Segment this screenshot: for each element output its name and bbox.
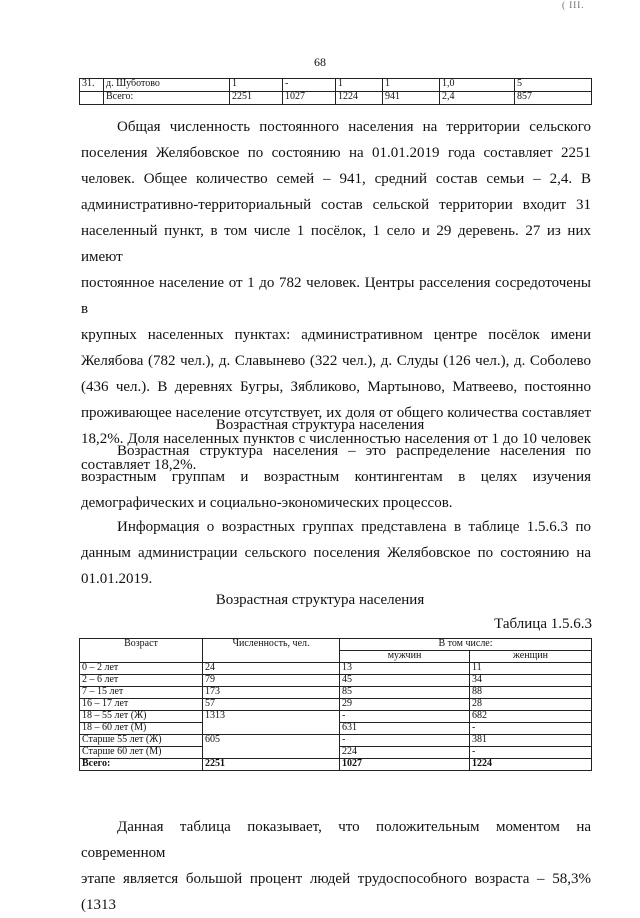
text-line: составляет 18,2%. — [81, 457, 197, 473]
table-reference-paragraph — [81, 514, 591, 592]
women-cell: - — [470, 723, 592, 735]
age-structure-definition — [81, 438, 591, 516]
conclusion-paragraph — [81, 814, 591, 918]
age-cell: 18 – 60 лет (М) — [80, 723, 203, 735]
age-cell: 0 – 2 лет — [80, 663, 203, 675]
table-cell: 1 — [230, 79, 283, 92]
text-line: поселения Желябовское по состоянию на 01.01.2019 года составляет 2251 — [81, 145, 591, 161]
table-cell: 31. — [80, 79, 104, 92]
table-row — [80, 735, 592, 747]
age-structure-table — [79, 638, 592, 771]
column-header-count: Численность, чел. — [203, 639, 340, 663]
text-line: демографических и социально-экономических процессов. — [81, 495, 453, 511]
total-count-cell: 2251 — [203, 759, 340, 771]
text-line: крупных населенных пунктах: административном центре посёлок имени — [81, 327, 591, 343]
text-line: 18,2%. Доля населенных пунктов с численностью населения от 1 до 10 человек — [81, 431, 591, 447]
text-line: Данная таблица показывает, что положительным моментом на современном — [81, 819, 591, 861]
text-line: (436 чел.). В деревнях Бугры, Зябликово, Мартыново, Матвеево, постоянно — [81, 379, 591, 395]
text-line: административно-территориальный состав сельской территории входит 31 — [81, 197, 591, 213]
column-header-age: Возраст — [80, 639, 203, 663]
count-cell: 605 — [203, 735, 340, 759]
count-cell: 57 — [203, 699, 340, 711]
table-cell: Всего: — [104, 92, 230, 105]
women-cell: 381 — [470, 735, 592, 747]
count-cell: 24 — [203, 663, 340, 675]
table-heading: Возрастная структура населения — [215, 592, 425, 608]
text-line: человек. Общее количество семей – 941, средний состав семьи – 2,4. В — [81, 171, 591, 187]
age-cell: 18 – 55 лет (Ж) — [80, 711, 203, 723]
total-men-cell: 1027 — [340, 759, 470, 771]
text-line: постоянное население от 1 до 782 человек. Центры расселения сосредоточены в — [81, 275, 591, 317]
table-cell: 857 — [515, 92, 592, 105]
text-line: возрастным группам и возрастным контингентам в целях изучения — [81, 469, 591, 485]
table-cell: 1,0 — [440, 79, 515, 92]
count-cell: 79 — [203, 675, 340, 687]
total-women-cell: 1224 — [470, 759, 592, 771]
women-cell: 88 — [470, 687, 592, 699]
text-line: 01.01.2019. — [81, 571, 153, 587]
table-cell: - — [283, 79, 336, 92]
age-cell: Старше 60 лет (М) — [80, 747, 203, 759]
text-line: Информация о возрастных группах представлена в таблице 1.5.6.3 по — [117, 519, 591, 535]
column-header-men: мужчин — [340, 651, 470, 663]
men-cell: 45 — [340, 675, 470, 687]
page-number: 68 — [314, 55, 326, 69]
men-cell: - — [340, 711, 470, 723]
table-row — [80, 711, 592, 723]
table-cell: 941 — [383, 92, 440, 105]
age-cell: Старше 55 лет (Ж) — [80, 735, 203, 747]
table-row — [80, 663, 592, 675]
table-row — [80, 675, 592, 687]
women-cell: - — [470, 747, 592, 759]
text-line: данным администрации сельского поселения Желябовское по состоянию на — [81, 545, 591, 561]
table-cell: д. Шуботово — [104, 79, 230, 92]
settlements-table-fragment — [79, 78, 592, 105]
age-cell: 7 – 15 лет — [80, 687, 203, 699]
table-total-row — [80, 759, 592, 771]
table-cell: 1 — [383, 79, 440, 92]
women-cell: 34 — [470, 675, 592, 687]
section-heading: Возрастная структура населения — [215, 417, 425, 433]
age-cell: 2 – 6 лет — [80, 675, 203, 687]
men-cell: 85 — [340, 687, 470, 699]
women-cell: 682 — [470, 711, 592, 723]
table-caption: Таблица 1.5.6.3 — [494, 616, 592, 632]
text-line: этапе является большой процент людей трудоспособного возраста – 58,3% (1313 — [81, 871, 591, 913]
text-line: Общая численность постоянного населения на территории сельского — [117, 119, 591, 135]
women-cell: 11 — [470, 663, 592, 675]
women-cell: 28 — [470, 699, 592, 711]
men-cell: 224 — [340, 747, 470, 759]
men-cell: 631 — [340, 723, 470, 735]
table-row — [80, 92, 592, 105]
text-line: населенный пункт, в том числе 1 посёлок, 1 село и 29 деревень. 27 из них имеют — [81, 223, 591, 265]
table-cell: 2,4 — [440, 92, 515, 105]
text-line: проживающее население отсутствует, их доля от общего количества составляет — [81, 405, 591, 421]
text-line: Возрастная структура населения – это распределение населения по — [117, 443, 591, 459]
age-cell: 16 – 17 лет — [80, 699, 203, 711]
men-cell: - — [340, 735, 470, 747]
table-cell: 2251 — [230, 92, 283, 105]
text-line: Желябова (782 чел.), д. Славынево (322 чел.), д. Слуды (126 чел.), д. Соболево — [81, 353, 591, 369]
men-cell: 29 — [340, 699, 470, 711]
total-label-cell: Всего: — [80, 759, 203, 771]
count-cell: 1313 — [203, 711, 340, 735]
table-header-row — [80, 639, 592, 651]
column-header-including: В том числе: — [340, 639, 592, 651]
table-cell: 1224 — [336, 92, 383, 105]
table-row — [80, 687, 592, 699]
men-cell: 13 — [340, 663, 470, 675]
column-header-women: женщин — [470, 651, 592, 663]
table-row — [80, 699, 592, 711]
table-cell: 5 — [515, 79, 592, 92]
table-cell: 1027 — [283, 92, 336, 105]
table-cell — [80, 92, 104, 105]
table-row — [80, 79, 592, 92]
table-cell: 1 — [336, 79, 383, 92]
corner-mark: ( III. — [562, 0, 585, 10]
count-cell: 173 — [203, 687, 340, 699]
